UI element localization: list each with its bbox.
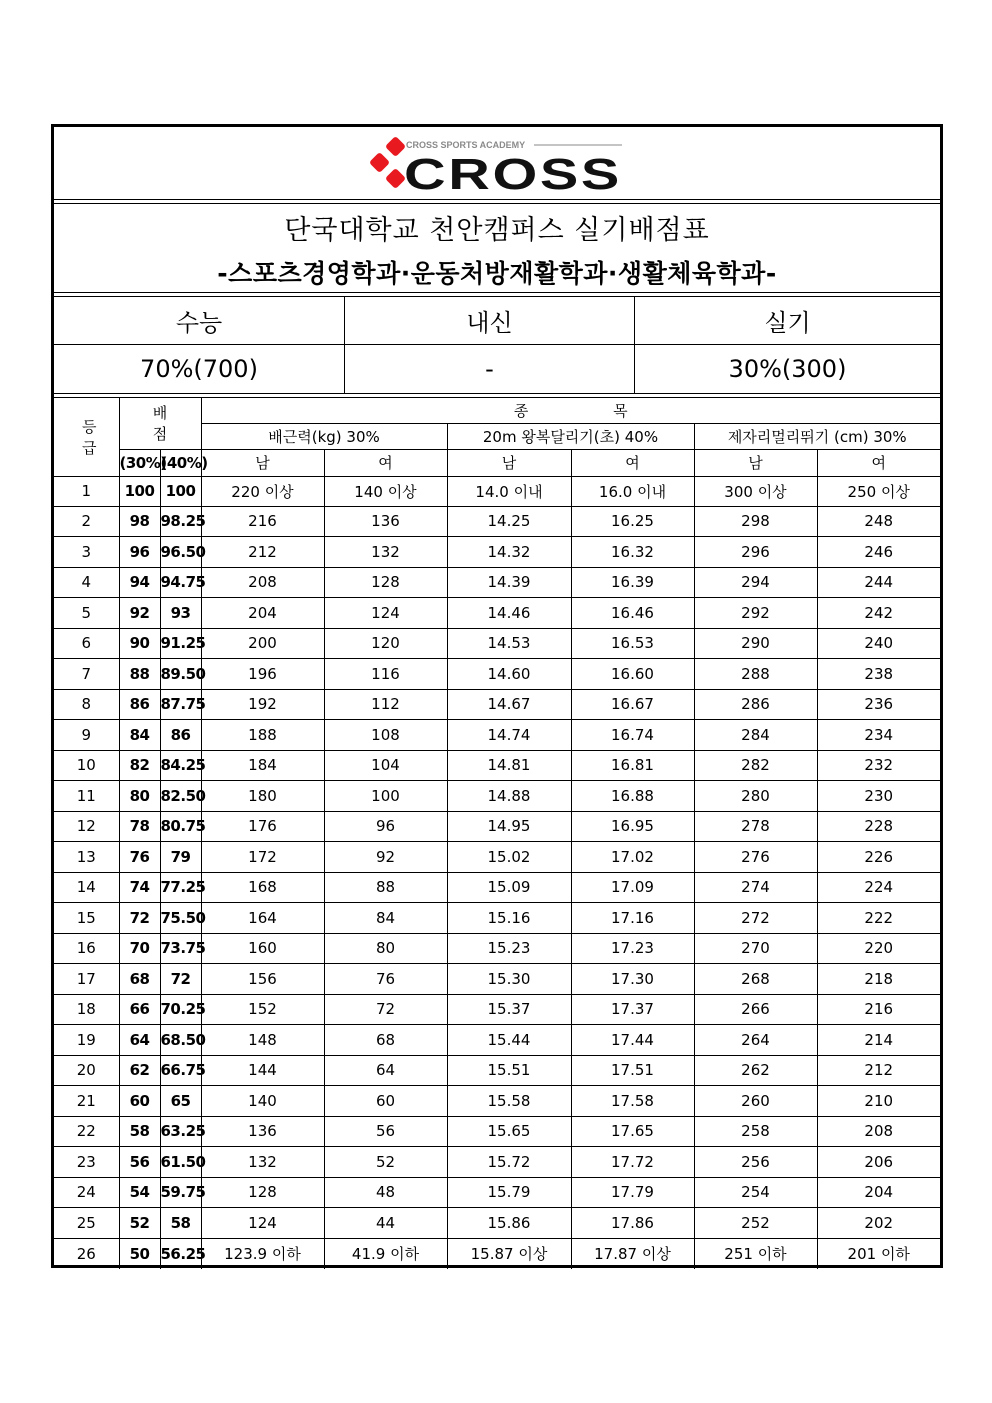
cell-score-40: 84.25 — [160, 750, 201, 781]
cell-long-jump-male: 290 — [694, 628, 817, 659]
cell-shuttle-male: 15.58 — [447, 1086, 571, 1117]
event-shuttle-run: 20m 왕복달리기(초) 40% — [447, 423, 694, 449]
logo-tagline: CROSS SPORTS ACADEMY — [406, 140, 526, 150]
cell-score-40: 93 — [160, 598, 201, 629]
score-table — [54, 398, 940, 1269]
cell-grade: 12 — [54, 811, 119, 842]
table-row — [54, 598, 940, 629]
cell-long-jump-female: 206 — [817, 1147, 940, 1178]
cell-score-30: 68 — [119, 964, 160, 995]
cell-shuttle-female: 17.79 — [571, 1177, 694, 1208]
cell-shuttle-male: 15.51 — [447, 1055, 571, 1086]
cell-back-strength-male: 192 — [201, 689, 324, 720]
cell-long-jump-female: 222 — [817, 903, 940, 934]
cell-back-strength-female: 60 — [324, 1086, 447, 1117]
cell-shuttle-female: 16.25 — [571, 506, 694, 537]
cell-long-jump-male: 266 — [694, 994, 817, 1025]
cell-shuttle-male: 14.88 — [447, 781, 571, 812]
table-row — [54, 506, 940, 537]
cell-shuttle-female: 17.23 — [571, 933, 694, 964]
cell-long-jump-female: 201 이하 — [817, 1238, 940, 1269]
cell-shuttle-male: 14.53 — [447, 628, 571, 659]
cell-score-30: 88 — [119, 659, 160, 690]
logo-area — [54, 127, 940, 199]
cell-back-strength-male: 132 — [201, 1147, 324, 1178]
cell-score-40: 65 — [160, 1086, 201, 1117]
ratio-value-silgi: 30%(300) — [728, 355, 847, 383]
cell-back-strength-male: 144 — [201, 1055, 324, 1086]
ratio-table — [54, 297, 940, 393]
cell-shuttle-female: 17.87 이상 — [571, 1238, 694, 1269]
diamond-icon — [369, 136, 406, 189]
cell-shuttle-female: 17.16 — [571, 903, 694, 934]
cell-long-jump-male: 274 — [694, 872, 817, 903]
cell-shuttle-male: 15.79 — [447, 1177, 571, 1208]
cell-long-jump-male: 254 — [694, 1177, 817, 1208]
table-row — [54, 1238, 940, 1269]
title-area — [54, 204, 940, 292]
cell-score-40: 91.25 — [160, 628, 201, 659]
cell-score-40: 68.50 — [160, 1025, 201, 1056]
cell-shuttle-male: 14.46 — [447, 598, 571, 629]
table-row — [54, 1055, 940, 1086]
cell-score-40: 73.75 — [160, 933, 201, 964]
cell-score-30: 62 — [119, 1055, 160, 1086]
cell-shuttle-male: 15.65 — [447, 1116, 571, 1147]
cell-score-30: 92 — [119, 598, 160, 629]
cell-score-40: 66.75 — [160, 1055, 201, 1086]
cell-score-30: 96 — [119, 537, 160, 568]
cell-shuttle-male: 14.67 — [447, 689, 571, 720]
cell-score-30: 72 — [119, 903, 160, 934]
cell-shuttle-female: 16.74 — [571, 720, 694, 751]
cell-shuttle-female: 16.32 — [571, 537, 694, 568]
cell-back-strength-female: 56 — [324, 1116, 447, 1147]
cell-shuttle-male: 14.81 — [447, 750, 571, 781]
cell-shuttle-male: 15.44 — [447, 1025, 571, 1056]
cell-shuttle-male: 14.60 — [447, 659, 571, 690]
cell-score-30: 52 — [119, 1208, 160, 1239]
cell-score-40: 59.75 — [160, 1177, 201, 1208]
cell-grade: 5 — [54, 598, 119, 629]
cell-back-strength-male: 123.9 이하 — [201, 1238, 324, 1269]
cell-grade: 16 — [54, 933, 119, 964]
cell-long-jump-male: 292 — [694, 598, 817, 629]
cell-shuttle-male: 14.25 — [447, 506, 571, 537]
cell-back-strength-female: 92 — [324, 842, 447, 873]
cell-grade: 2 — [54, 506, 119, 537]
cell-shuttle-male: 14.39 — [447, 567, 571, 598]
cell-back-strength-male: 204 — [201, 598, 324, 629]
table-row — [54, 476, 940, 506]
cell-grade: 15 — [54, 903, 119, 934]
cell-shuttle-male: 15.02 — [447, 842, 571, 873]
cell-shuttle-male: 15.16 — [447, 903, 571, 934]
cell-score-30: 66 — [119, 994, 160, 1025]
cell-grade: 4 — [54, 567, 119, 598]
cell-long-jump-male: 294 — [694, 567, 817, 598]
table-row — [54, 1025, 940, 1056]
cell-score-40: 56.25 — [160, 1238, 201, 1269]
cell-long-jump-female: 242 — [817, 598, 940, 629]
cell-score-40: 58 — [160, 1208, 201, 1239]
table-row — [54, 537, 940, 568]
score-sheet — [51, 124, 943, 1268]
cell-back-strength-male: 168 — [201, 872, 324, 903]
table-row — [54, 781, 940, 812]
cell-long-jump-female: 232 — [817, 750, 940, 781]
cell-score-30: 50 — [119, 1238, 160, 1269]
table-row — [54, 903, 940, 934]
table-row — [54, 1116, 940, 1147]
cell-back-strength-male: 208 — [201, 567, 324, 598]
cell-long-jump-female: 244 — [817, 567, 940, 598]
cell-back-strength-female: 128 — [324, 567, 447, 598]
event-long-jump: 제자리멀리뛰기 (cm) 30% — [694, 423, 940, 449]
cell-score-30: 58 — [119, 1116, 160, 1147]
cell-long-jump-male: 252 — [694, 1208, 817, 1239]
cell-shuttle-male: 14.74 — [447, 720, 571, 751]
cell-score-30: 90 — [119, 628, 160, 659]
cell-score-30: 82 — [119, 750, 160, 781]
cell-back-strength-male: 124 — [201, 1208, 324, 1239]
cell-long-jump-male: 270 — [694, 933, 817, 964]
cell-back-strength-male: 148 — [201, 1025, 324, 1056]
table-row — [54, 1147, 940, 1178]
cell-long-jump-male: 282 — [694, 750, 817, 781]
table-row — [54, 750, 940, 781]
cell-long-jump-male: 284 — [694, 720, 817, 751]
cell-long-jump-female: 220 — [817, 933, 940, 964]
cell-grade: 6 — [54, 628, 119, 659]
table-row — [54, 567, 940, 598]
cell-score-40: 79 — [160, 842, 201, 873]
cell-back-strength-male: 160 — [201, 933, 324, 964]
cell-long-jump-female: 212 — [817, 1055, 940, 1086]
cell-shuttle-female: 16.95 — [571, 811, 694, 842]
cell-shuttle-female: 16.60 — [571, 659, 694, 690]
cell-long-jump-male: 288 — [694, 659, 817, 690]
score-header: 배 점 — [119, 398, 201, 449]
table-row — [54, 1208, 940, 1239]
cell-back-strength-female: 116 — [324, 659, 447, 690]
cell-back-strength-male: 172 — [201, 842, 324, 873]
cell-long-jump-female: 238 — [817, 659, 940, 690]
cell-shuttle-female: 16.88 — [571, 781, 694, 812]
cell-score-30: 80 — [119, 781, 160, 812]
cell-shuttle-female: 17.37 — [571, 994, 694, 1025]
cell-long-jump-male: 286 — [694, 689, 817, 720]
cell-long-jump-male: 260 — [694, 1086, 817, 1117]
cell-back-strength-female: 84 — [324, 903, 447, 934]
cell-back-strength-female: 48 — [324, 1177, 447, 1208]
cell-score-30: 86 — [119, 689, 160, 720]
cell-score-40: 98.25 — [160, 506, 201, 537]
cell-shuttle-female: 17.09 — [571, 872, 694, 903]
grade-header: 등 급 — [54, 398, 119, 476]
cell-long-jump-female: 236 — [817, 689, 940, 720]
ratio-header-silgi: 실기 — [764, 309, 811, 337]
cell-score-40: 100 — [160, 476, 201, 506]
events-header: 종 목 — [201, 398, 940, 423]
logo-wordmark: CROSS — [404, 150, 622, 199]
cell-long-jump-female: 230 — [817, 781, 940, 812]
cell-shuttle-female: 16.67 — [571, 689, 694, 720]
cell-score-40: 72 — [160, 964, 201, 995]
cell-back-strength-male: 152 — [201, 994, 324, 1025]
cell-shuttle-female: 17.02 — [571, 842, 694, 873]
cell-shuttle-male: 14.0 이내 — [447, 476, 571, 506]
cell-score-40: 70.25 — [160, 994, 201, 1025]
cell-score-40: 94.75 — [160, 567, 201, 598]
sex-male: 남 — [447, 449, 571, 476]
cell-shuttle-female: 16.53 — [571, 628, 694, 659]
cell-long-jump-male: 280 — [694, 781, 817, 812]
ratio-value-suneung: 70%(700) — [140, 355, 258, 383]
sex-female: 여 — [324, 449, 447, 476]
cell-back-strength-female: 41.9 이하 — [324, 1238, 447, 1269]
score-col-40: (40%) — [160, 449, 201, 476]
table-row — [54, 1177, 940, 1208]
cell-back-strength-female: 68 — [324, 1025, 447, 1056]
cell-grade: 8 — [54, 689, 119, 720]
cell-long-jump-female: 216 — [817, 994, 940, 1025]
cell-grade: 1 — [54, 476, 119, 506]
cell-grade: 3 — [54, 537, 119, 568]
table-row — [54, 872, 940, 903]
cell-back-strength-male: 136 — [201, 1116, 324, 1147]
cell-back-strength-male: 196 — [201, 659, 324, 690]
cell-shuttle-female: 17.44 — [571, 1025, 694, 1056]
cell-long-jump-female: 208 — [817, 1116, 940, 1147]
cell-long-jump-female: 224 — [817, 872, 940, 903]
cell-back-strength-female: 72 — [324, 994, 447, 1025]
page-subtitle: -스포츠경영학과·운동처방재활학과·생활체육학과- — [217, 259, 777, 288]
table-row — [54, 842, 940, 873]
cell-back-strength-female: 140 이상 — [324, 476, 447, 506]
cell-long-jump-female: 246 — [817, 537, 940, 568]
cell-shuttle-female: 16.46 — [571, 598, 694, 629]
cell-back-strength-male: 216 — [201, 506, 324, 537]
cell-shuttle-female: 16.39 — [571, 567, 694, 598]
cell-score-30: 100 — [119, 476, 160, 506]
table-row — [54, 689, 940, 720]
table-row — [54, 994, 940, 1025]
cell-grade: 26 — [54, 1238, 119, 1269]
cell-grade: 11 — [54, 781, 119, 812]
cell-long-jump-female: 204 — [817, 1177, 940, 1208]
cell-score-40: 77.25 — [160, 872, 201, 903]
cell-long-jump-male: 251 이하 — [694, 1238, 817, 1269]
cell-score-30: 70 — [119, 933, 160, 964]
cell-grade: 17 — [54, 964, 119, 995]
cell-back-strength-female: 88 — [324, 872, 447, 903]
cell-back-strength-male: 212 — [201, 537, 324, 568]
cell-shuttle-female: 17.58 — [571, 1086, 694, 1117]
ratio-header-naesin: 내신 — [466, 309, 513, 337]
cell-score-30: 54 — [119, 1177, 160, 1208]
cell-long-jump-female: 226 — [817, 842, 940, 873]
cell-long-jump-male: 300 이상 — [694, 476, 817, 506]
sex-female: 여 — [817, 449, 940, 476]
cell-grade: 20 — [54, 1055, 119, 1086]
cell-shuttle-male: 15.37 — [447, 994, 571, 1025]
page-title: 단국대학교 천안캠퍼스 실기배점표 — [284, 215, 710, 246]
cell-long-jump-female: 214 — [817, 1025, 940, 1056]
cell-long-jump-male: 268 — [694, 964, 817, 995]
cell-long-jump-female: 234 — [817, 720, 940, 751]
cell-shuttle-male: 15.72 — [447, 1147, 571, 1178]
sex-female: 여 — [571, 449, 694, 476]
cell-score-30: 84 — [119, 720, 160, 751]
cell-score-30: 78 — [119, 811, 160, 842]
cell-score-40: 61.50 — [160, 1147, 201, 1178]
cell-shuttle-male: 14.32 — [447, 537, 571, 568]
cell-long-jump-male: 298 — [694, 506, 817, 537]
table-row — [54, 720, 940, 751]
cell-shuttle-male: 15.30 — [447, 964, 571, 995]
cell-score-40: 82.50 — [160, 781, 201, 812]
cell-back-strength-female: 100 — [324, 781, 447, 812]
cell-shuttle-female: 16.0 이내 — [571, 476, 694, 506]
cell-score-40: 87.75 — [160, 689, 201, 720]
cell-grade: 23 — [54, 1147, 119, 1178]
cell-shuttle-female: 17.86 — [571, 1208, 694, 1239]
cell-long-jump-female: 250 이상 — [817, 476, 940, 506]
cell-long-jump-male: 272 — [694, 903, 817, 934]
sex-male: 남 — [694, 449, 817, 476]
cell-back-strength-female: 76 — [324, 964, 447, 995]
cell-back-strength-female: 80 — [324, 933, 447, 964]
cell-long-jump-male: 256 — [694, 1147, 817, 1178]
divider — [634, 297, 635, 393]
cell-long-jump-female: 218 — [817, 964, 940, 995]
cell-back-strength-male: 140 — [201, 1086, 324, 1117]
cell-long-jump-female: 202 — [817, 1208, 940, 1239]
cell-long-jump-female: 248 — [817, 506, 940, 537]
cell-score-30: 64 — [119, 1025, 160, 1056]
cell-back-strength-male: 184 — [201, 750, 324, 781]
cell-shuttle-male: 15.23 — [447, 933, 571, 964]
cell-score-30: 98 — [119, 506, 160, 537]
cell-shuttle-male: 15.86 — [447, 1208, 571, 1239]
divider — [344, 297, 345, 393]
cell-score-40: 80.75 — [160, 811, 201, 842]
cell-shuttle-male: 15.09 — [447, 872, 571, 903]
cell-back-strength-female: 108 — [324, 720, 447, 751]
cell-long-jump-male: 262 — [694, 1055, 817, 1086]
table-row — [54, 1086, 940, 1117]
ratio-header-suneung: 수능 — [175, 309, 223, 337]
cell-back-strength-female: 64 — [324, 1055, 447, 1086]
cell-grade: 25 — [54, 1208, 119, 1239]
cell-shuttle-female: 17.51 — [571, 1055, 694, 1086]
cell-back-strength-female: 124 — [324, 598, 447, 629]
cell-long-jump-male: 276 — [694, 842, 817, 873]
cell-long-jump-male: 278 — [694, 811, 817, 842]
cell-grade: 13 — [54, 842, 119, 873]
cell-back-strength-male: 164 — [201, 903, 324, 934]
divider — [54, 344, 940, 345]
cross-logo — [54, 127, 940, 199]
cell-back-strength-female: 52 — [324, 1147, 447, 1178]
cell-back-strength-male: 176 — [201, 811, 324, 842]
cell-shuttle-female: 17.72 — [571, 1147, 694, 1178]
cell-back-strength-female: 44 — [324, 1208, 447, 1239]
cell-score-30: 94 — [119, 567, 160, 598]
cell-back-strength-female: 104 — [324, 750, 447, 781]
cell-shuttle-female: 17.65 — [571, 1116, 694, 1147]
cell-grade: 10 — [54, 750, 119, 781]
cell-long-jump-female: 210 — [817, 1086, 940, 1117]
sex-male: 남 — [201, 449, 324, 476]
cell-shuttle-male: 14.95 — [447, 811, 571, 842]
cell-score-30: 56 — [119, 1147, 160, 1178]
cell-back-strength-female: 112 — [324, 689, 447, 720]
table-row — [54, 964, 940, 995]
cell-score-40: 86 — [160, 720, 201, 751]
table-row — [54, 659, 940, 690]
table-row — [54, 933, 940, 964]
cell-score-40: 63.25 — [160, 1116, 201, 1147]
cell-long-jump-female: 240 — [817, 628, 940, 659]
cell-long-jump-male: 296 — [694, 537, 817, 568]
cell-grade: 7 — [54, 659, 119, 690]
cell-long-jump-male: 264 — [694, 1025, 817, 1056]
table-row — [54, 811, 940, 842]
cell-grade: 9 — [54, 720, 119, 751]
cell-back-strength-male: 220 이상 — [201, 476, 324, 506]
cell-back-strength-male: 128 — [201, 1177, 324, 1208]
cell-long-jump-male: 258 — [694, 1116, 817, 1147]
cell-back-strength-male: 180 — [201, 781, 324, 812]
cell-back-strength-male: 200 — [201, 628, 324, 659]
cell-shuttle-female: 17.30 — [571, 964, 694, 995]
cell-back-strength-female: 96 — [324, 811, 447, 842]
score-col-30: (30%) — [119, 449, 160, 476]
cell-score-30: 74 — [119, 872, 160, 903]
cell-score-40: 75.50 — [160, 903, 201, 934]
cell-score-30: 76 — [119, 842, 160, 873]
table-row — [54, 628, 940, 659]
cell-grade: 14 — [54, 872, 119, 903]
cell-back-strength-male: 188 — [201, 720, 324, 751]
ratio-value-naesin: - — [485, 355, 494, 383]
cell-long-jump-female: 228 — [817, 811, 940, 842]
cell-back-strength-female: 136 — [324, 506, 447, 537]
cell-score-40: 96.50 — [160, 537, 201, 568]
cell-shuttle-male: 15.87 이상 — [447, 1238, 571, 1269]
cell-grade: 24 — [54, 1177, 119, 1208]
cell-shuttle-female: 16.81 — [571, 750, 694, 781]
cell-score-30: 60 — [119, 1086, 160, 1117]
cell-back-strength-male: 156 — [201, 964, 324, 995]
cell-back-strength-female: 120 — [324, 628, 447, 659]
event-back-strength: 배근력(kg) 30% — [201, 423, 447, 449]
cell-grade: 21 — [54, 1086, 119, 1117]
cell-score-40: 89.50 — [160, 659, 201, 690]
cell-grade: 19 — [54, 1025, 119, 1056]
cell-grade: 18 — [54, 994, 119, 1025]
cell-back-strength-female: 132 — [324, 537, 447, 568]
cell-grade: 22 — [54, 1116, 119, 1147]
